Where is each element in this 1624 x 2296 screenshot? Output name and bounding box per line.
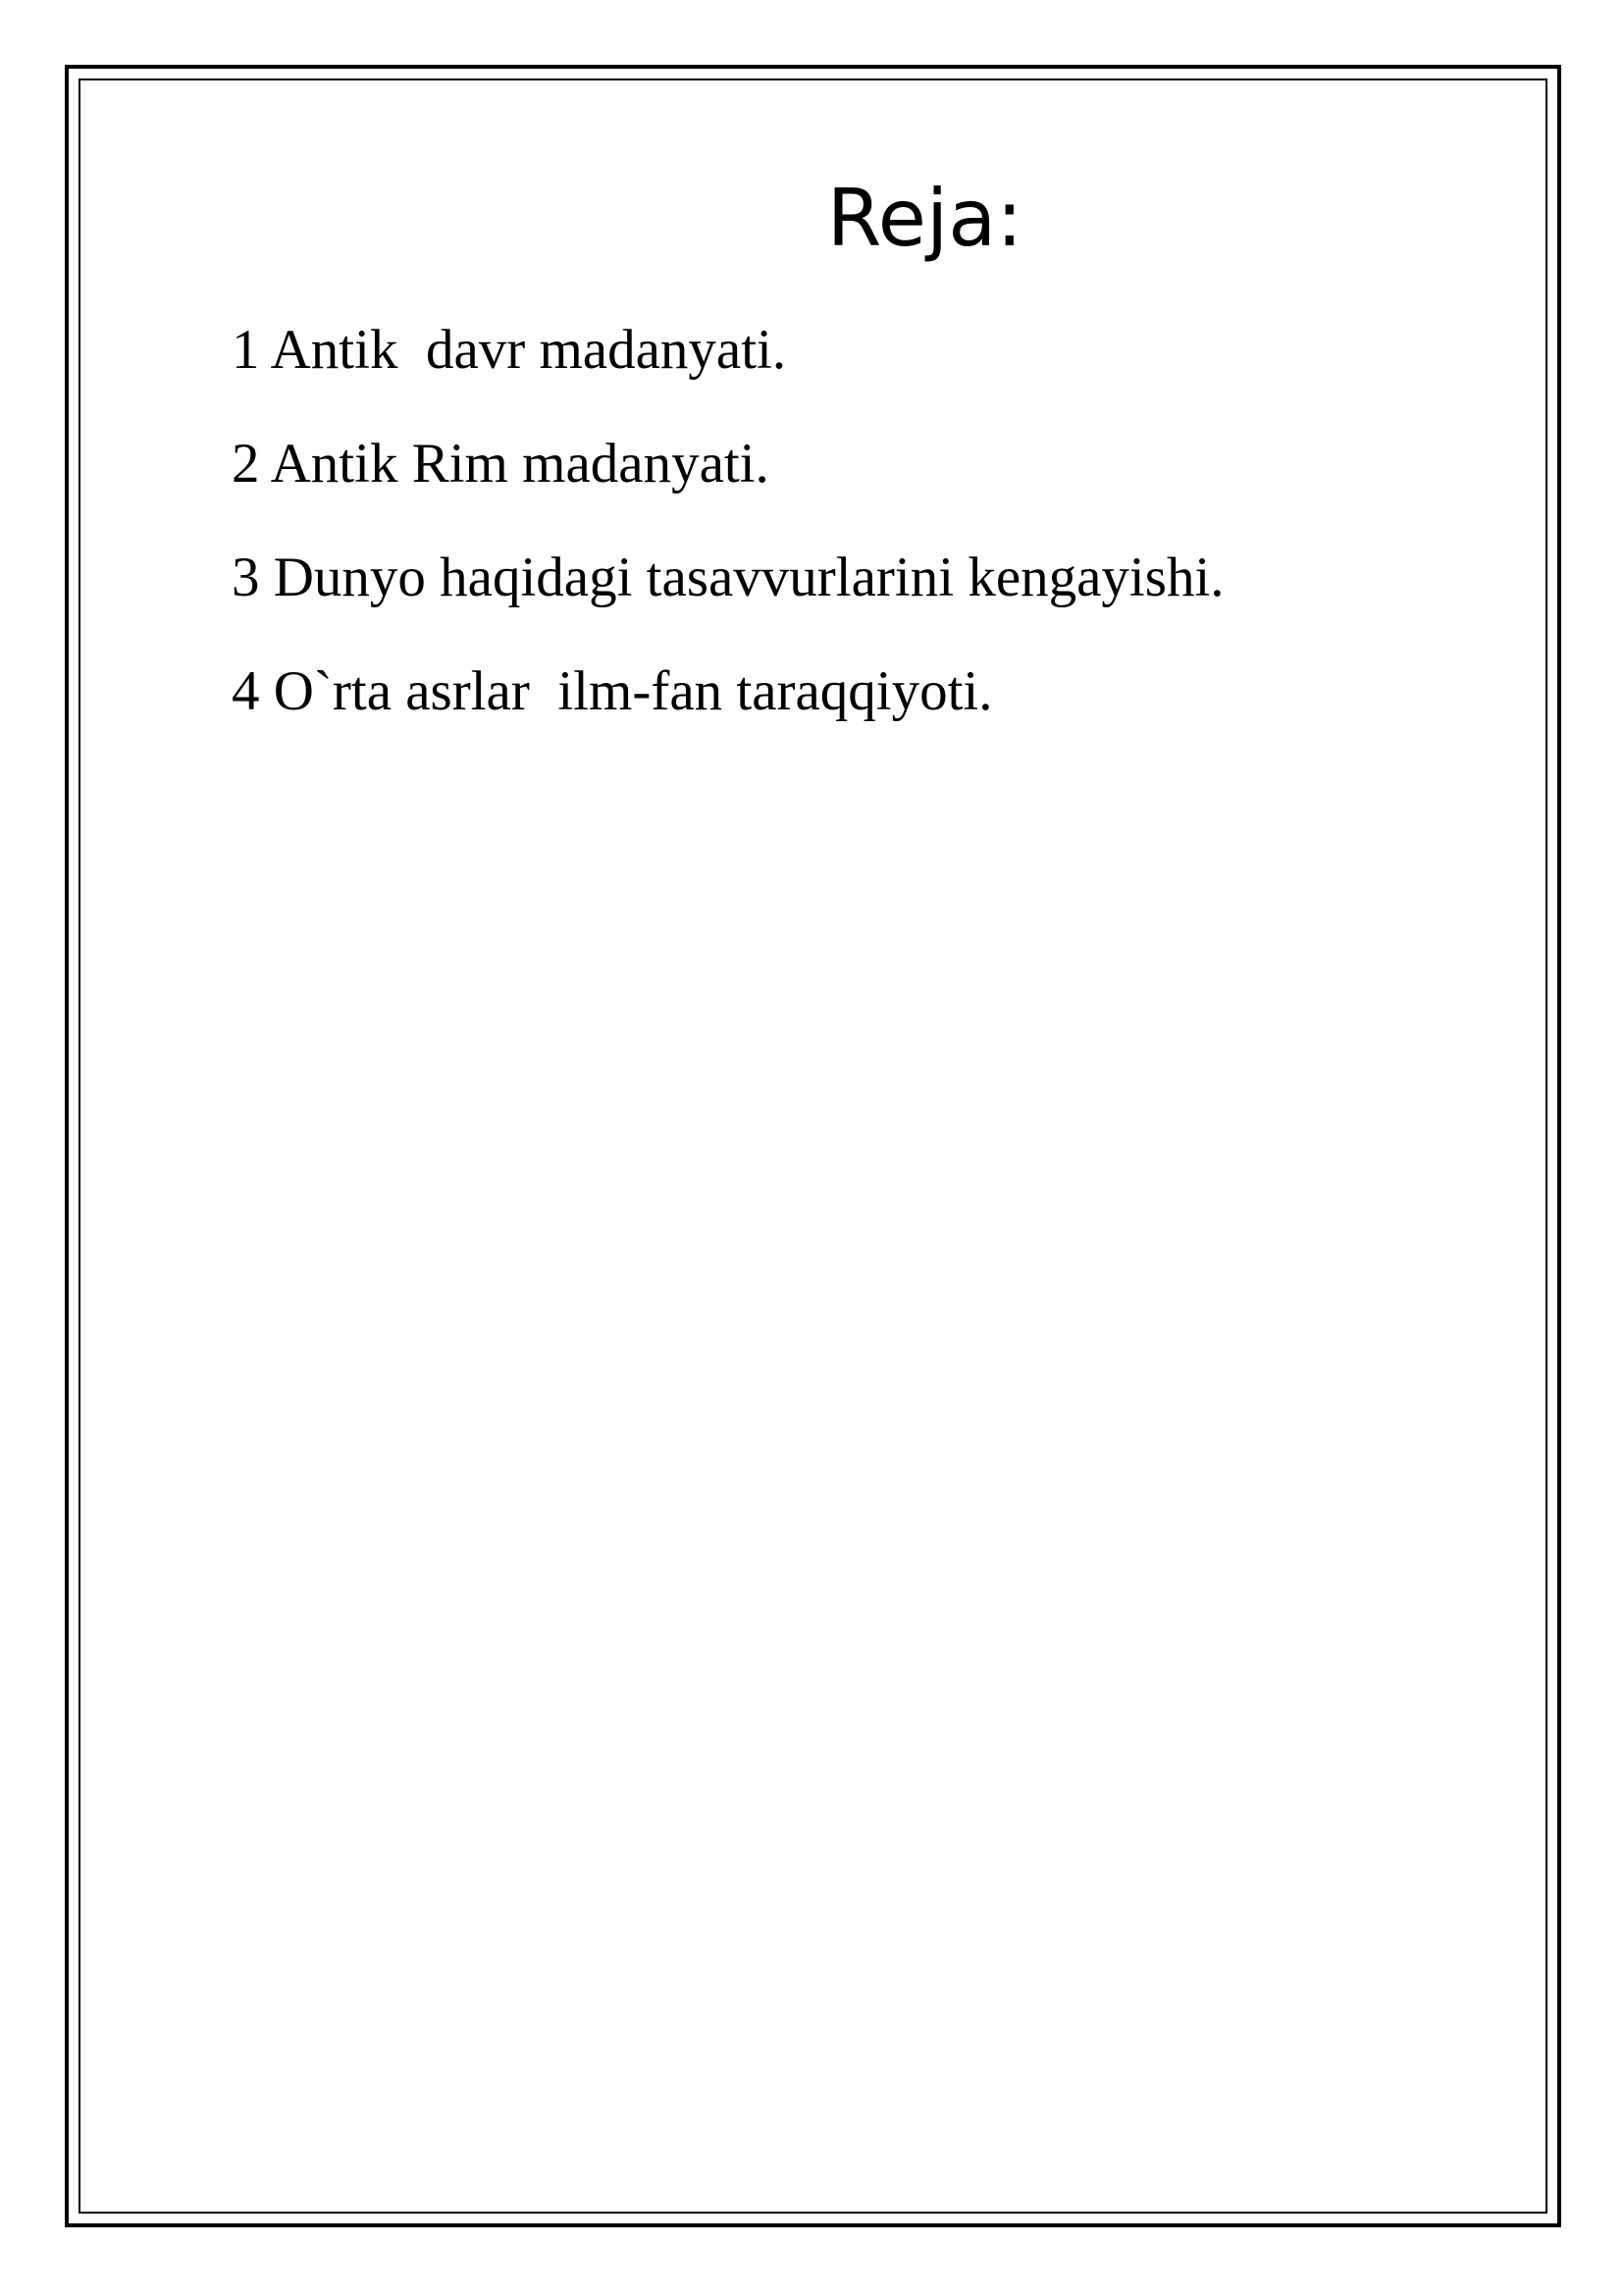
plan-item-2: 2 Antik Rim madanyati. bbox=[232, 433, 769, 495]
plan-item-1: 1 Antik davr madanyati. bbox=[232, 319, 787, 381]
page-title: Reja: bbox=[826, 173, 1023, 264]
plan-item-3: 3 Dunyo haqidagi tasavvurlarini kengayishi. bbox=[232, 547, 1225, 608]
plan-list bbox=[232, 316, 1225, 771]
plan-item-4: 4 O`rta asrlar ilm-fan taraqqiyoti. bbox=[232, 660, 993, 722]
